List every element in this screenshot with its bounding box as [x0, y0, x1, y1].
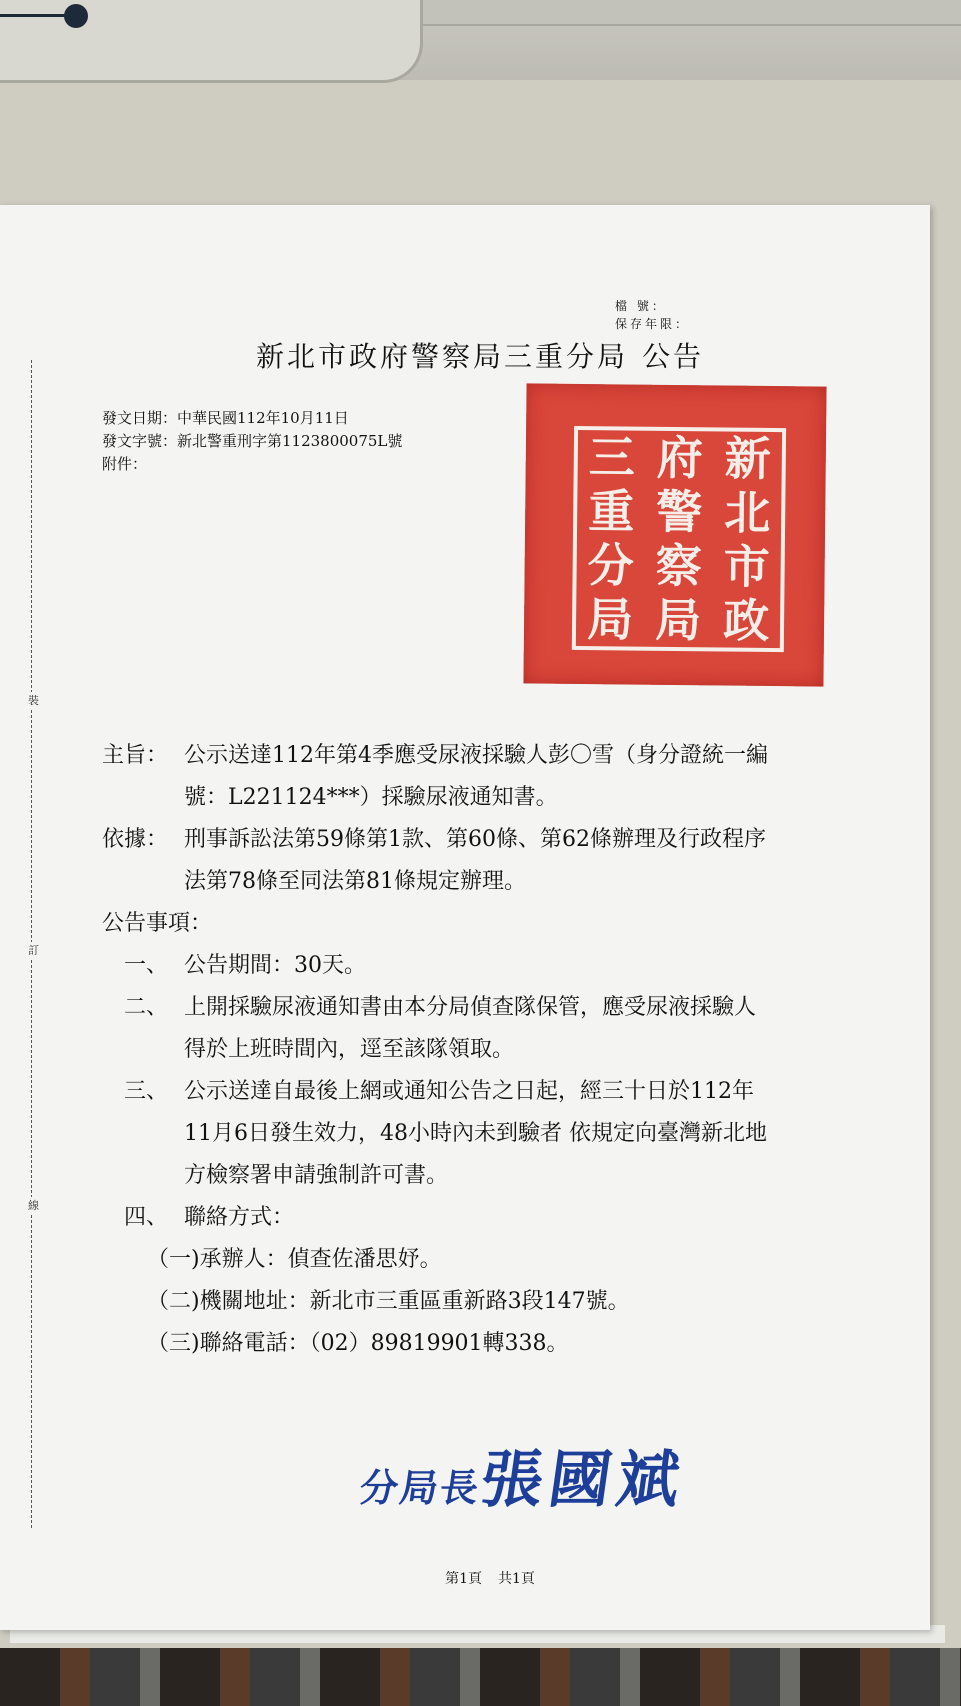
notice-heading: 公告事項： — [102, 911, 213, 936]
page-total: 共1頁 — [498, 1571, 535, 1587]
notice-item-number: 三、 — [124, 1079, 169, 1104]
binding-mark-zhuang: 裝 — [28, 692, 39, 710]
binding-mark-xian: 線 — [28, 1197, 39, 1215]
subject-text-line: 公示送達112年第4季應受尿液採驗人彭〇雪（身分證統一編 — [184, 743, 768, 768]
retention-period-label: 保存年限： — [615, 317, 691, 331]
folder-strip — [380, 0, 961, 26]
page-number — [430, 1568, 550, 1588]
clip-line — [0, 14, 70, 17]
seal-column: 府 警 察 局 — [654, 430, 704, 648]
issue-date: 發文日期：中華民國112年10月11日 — [102, 409, 349, 427]
basis-label: 依據： — [102, 827, 169, 852]
notice-item-text: 11月6日發生效力，48小時內未到驗者 依規定向臺灣新北地 — [184, 1121, 767, 1146]
contact-item: （三)聯絡電話：（02）89819901轉338。 — [147, 1331, 569, 1356]
notice-item-text: 得於上班時間內，逕至該隊領取。 — [184, 1037, 515, 1062]
contact-item: （一)承辦人：偵查佐潘思妤。 — [147, 1247, 442, 1272]
subject-row — [102, 735, 892, 777]
subject-label: 主旨： — [102, 743, 169, 768]
notice-item — [102, 1197, 892, 1239]
basis-row — [102, 819, 892, 861]
notice-item-number: 二、 — [124, 995, 169, 1020]
notice-item-text: 公告期間：30天。 — [184, 953, 366, 978]
notice-item — [102, 987, 892, 1029]
notice-item-text: 方檢察署申請強制許可書。 — [184, 1163, 449, 1188]
seal-column: 三 重 分 局 — [586, 430, 636, 647]
basis-text-line: 刑事訴訟法第59條第1款、第60條、第62條辦理及行政程序 — [184, 827, 766, 852]
contact-item: （二)機關地址：新北市三重區重新路3段147號。 — [147, 1289, 630, 1314]
notice-item-text: 上開採驗尿液通知書由本分局偵查隊保管，應受尿液採驗人 — [184, 995, 757, 1020]
notice-item — [102, 945, 892, 987]
notice-item-text: 聯絡方式： — [184, 1205, 295, 1230]
binding-mark-ding: 訂 — [28, 942, 39, 960]
document-type: 公告 — [642, 340, 705, 373]
attachment-label: 附件： — [102, 455, 148, 473]
page-title — [180, 335, 780, 375]
file-number-label: 檔 號： — [615, 299, 667, 313]
seal-column: 新 北 市 政 — [722, 431, 772, 648]
notice-item-number: 一、 — [124, 953, 169, 978]
issuing-agency: 新北市政府警察局三重分局 — [255, 340, 628, 373]
handwritten-signature: 分局長張國斌 — [357, 1443, 691, 1516]
clip-dot — [64, 4, 88, 28]
document-body — [102, 735, 892, 1365]
subject-text-line: 號：L221124***）採驗尿液通知書。 — [184, 785, 558, 810]
page-current: 第1頁 — [445, 1571, 482, 1587]
document-number: 發文字號：新北警重刑字第1123800075L號 — [102, 432, 403, 450]
notice-item-text: 公示送達自最後上網或通知公告之日起，經三十日於112年 — [184, 1079, 754, 1104]
basis-text-line: 法第78條至同法第81條規定辦理。 — [184, 869, 526, 894]
seal-border — [572, 426, 786, 652]
desk-background — [0, 1648, 961, 1706]
official-seal-stamp — [523, 383, 826, 686]
notice-item — [102, 1071, 892, 1113]
notice-item-number: 四、 — [124, 1205, 169, 1230]
